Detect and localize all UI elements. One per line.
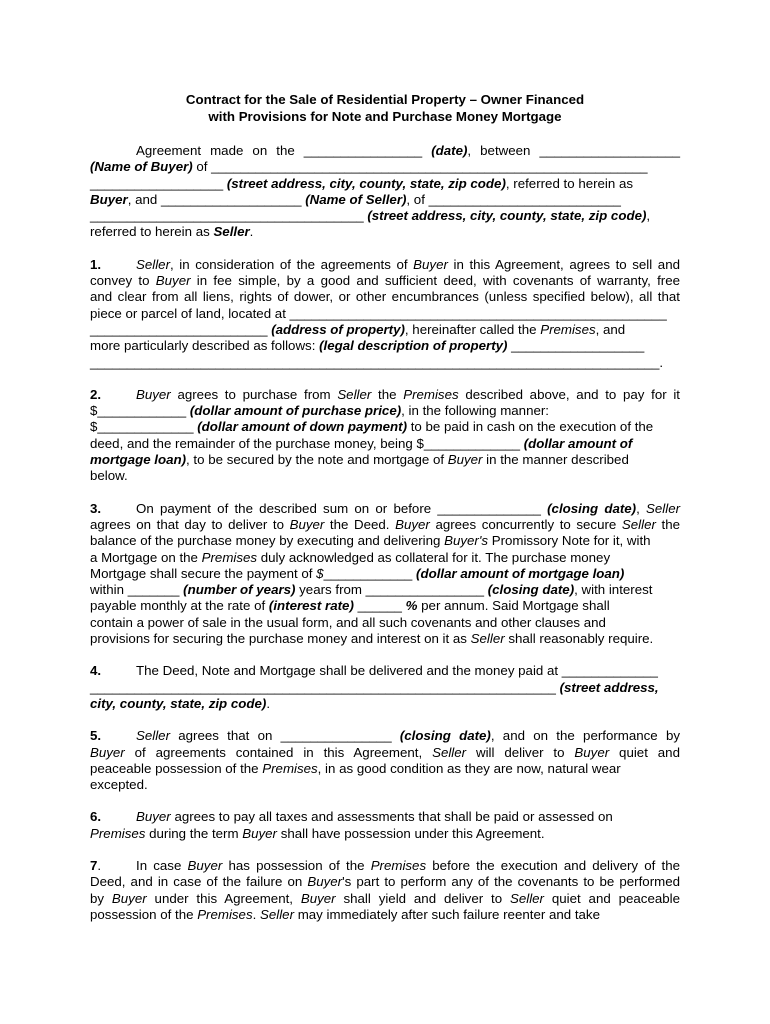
section-line: convey to Buyer in fee simple, by a good and sufficient deed, with covenants of warranty, free <box>90 273 681 289</box>
section-number: 4. <box>90 663 102 679</box>
intro-paragraph <box>90 143 680 241</box>
section-line: contain a power of sale in the usual form, and all such covenants and other clauses and <box>90 614 606 630</box>
section-line: and clear from all liens, rights of dower, or other encumbrances (unless specified below), all that <box>90 289 680 305</box>
intro-line: _____________________________________ (street address, city, county, state, zip code), <box>90 208 651 224</box>
section-line: ________________________ (address of property), hereinafter called the Premises, and <box>90 321 626 337</box>
section-line: 2. Buyer agrees to purchase from Seller the Premises described above, and to pay for it <box>90 386 680 402</box>
section-2 <box>90 387 680 485</box>
section-line: Buyer of agreements contained in this Agreement, Seller will deliver to Buyer quiet and <box>90 744 680 760</box>
section-number: 2. <box>90 386 102 402</box>
title-line-2: with Provisions for Note and Purchase Money Mortgage <box>208 108 562 124</box>
section-number: 1. <box>90 256 102 272</box>
section-line: 7. In case Buyer has possession of the Premises before the execution and delivery of the <box>90 857 680 873</box>
section-line: more particularly described as follows: (legal description of property) __________________ <box>90 338 645 354</box>
section-number: 5. <box>90 728 102 744</box>
section-3 <box>90 501 680 648</box>
section-line: Mortgage shall secure the payment of $____________ (dollar amount of mortgage loan) <box>90 565 625 581</box>
section-line: below. <box>90 468 128 484</box>
section-line: Premises during the term Buyer shall have possession under this Agreement. <box>90 825 545 841</box>
section-number: 3. <box>90 500 102 516</box>
section-line: a Mortgage on the Premises duly acknowledged as collateral for it. The purchase money <box>90 549 611 565</box>
section-line: 1. Seller, in consideration of the agreements of Buyer in this Agreement, agrees to sell and <box>90 256 680 272</box>
section-line: possession of the Premises. Seller may immediately after such failure reenter and take <box>90 906 600 922</box>
intro-line: __________________ (street address, city, county, state, zip code), referred to herein as <box>90 175 634 191</box>
section-4 <box>90 663 680 712</box>
section-line: city, county, state, zip code). <box>90 695 271 711</box>
section-line: provisions for securing the purchase money and interest on it as Seller shall reasonably require. <box>90 631 654 647</box>
section-line: 3. On payment of the described sum on or before ______________ (closing date), Seller <box>90 500 681 516</box>
section-line: 5. Seller agrees that on _______________ (closing date), and on the performance by <box>90 728 680 744</box>
section-line: payable monthly at the rate of (interest rate) ______ % per annum. Said Mortgage shall <box>90 598 610 614</box>
section-number: 6. <box>90 809 102 825</box>
section-1 <box>90 257 680 371</box>
intro-line: Agreement made on the ________________ (date), between ___________________ <box>136 143 680 158</box>
section-5 <box>90 728 680 793</box>
section-line: piece or parcel of land, located at ___________________________________________________ <box>90 305 667 321</box>
section-6 <box>90 809 680 842</box>
section-line: _______________________________________________________________ (street address, <box>90 679 659 695</box>
section-line: $____________ (dollar amount of purchase price), in the following manner: <box>90 403 549 419</box>
intro-line: referred to herein as Seller. <box>90 224 254 240</box>
section-7 <box>90 858 680 923</box>
section-line: agrees on that day to deliver to Buyer the Deed. Buyer agrees concurrently to secure Seller the <box>90 516 680 532</box>
section-line: by Buyer under this Agreement, Buyer shall yield and deliver to Seller quiet and peaceable <box>90 890 680 906</box>
section-line: balance of the purchase money by executing and delivering Buyer's Promissory Note for it, with <box>90 533 651 549</box>
section-line: within _______ (number of years) years from ________________ (closing date), with interest <box>90 582 653 598</box>
intro-line: (Name of Buyer) of ___________________________________________________________ <box>90 159 648 175</box>
contract-page <box>90 92 680 939</box>
section-line: 4. The Deed, Note and Mortgage shall be delivered and the money paid at _____________ <box>90 663 658 679</box>
section-line: Deed, and in case of the failure on Buyer's part to perform any of the covenants to be performed <box>90 874 680 890</box>
section-number: 7. <box>90 857 102 873</box>
section-line: deed, and the remainder of the purchase money, being $_____________ (dollar amount of <box>90 435 633 451</box>
section-line: mortgage loan), to be secured by the note and mortgage of Buyer in the manner described <box>90 452 629 468</box>
section-line: 6. Buyer agrees to pay all taxes and assessments that shall be paid or assessed on <box>90 809 613 825</box>
section-line: $_____________ (dollar amount of down payment) to be paid in cash on the execution of the <box>90 419 654 435</box>
section-line: _____________________________________________________________________________. <box>90 354 664 370</box>
title-line-1: Contract for the Sale of Residential Property – Owner Financed <box>185 92 585 107</box>
document-title <box>90 92 680 125</box>
section-line: excepted. <box>90 777 148 793</box>
intro-line: Buyer, and ___________________ (Name of Seller), of __________________________ <box>90 191 621 207</box>
section-line: peaceable possession of the Premises, in as good condition as they are now, natural wear <box>90 760 621 776</box>
